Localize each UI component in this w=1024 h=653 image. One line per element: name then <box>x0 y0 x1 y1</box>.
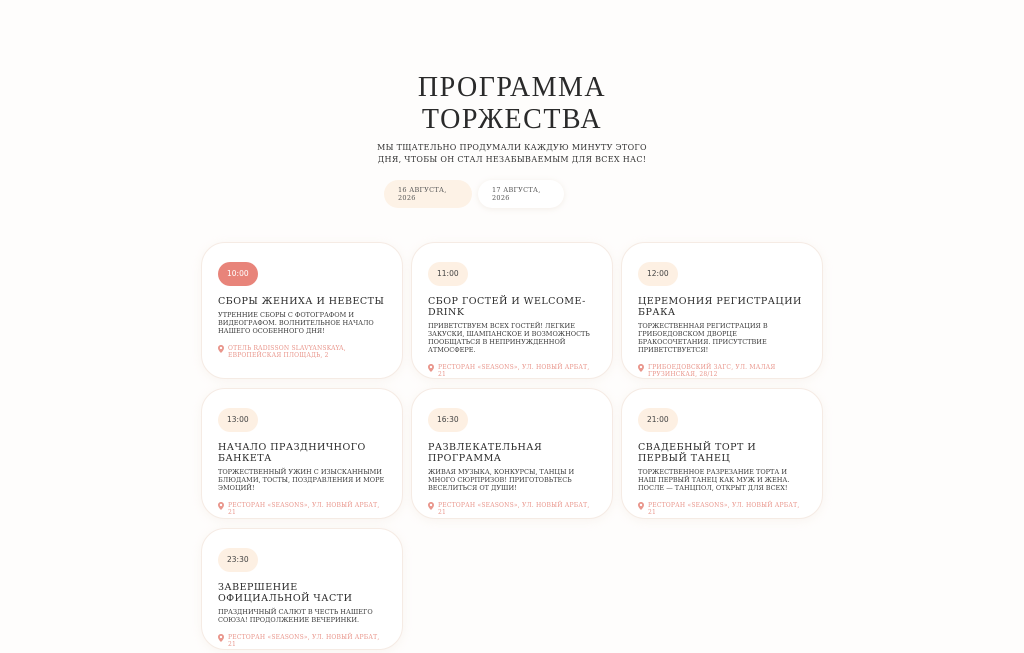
date-tabs <box>384 180 564 208</box>
event-card <box>201 528 403 650</box>
event-location-text: РЕСТОРАН «SEASONS», УЛ. НОВЫЙ АРБАТ, 21 <box>438 501 590 516</box>
event-description: ТОРЖЕСТВЕННЫЙ УЖИН С ИЗЫСКАННЫМИ БЛЮДАМИ, ТОСТЫ, ПОЗДРАВЛЕНИЯ И МОРЕ ЭМОЦИЙ! <box>218 467 385 492</box>
event-time-badge: 23:30 <box>218 548 258 572</box>
event-card <box>411 242 613 379</box>
date-tab-16-august[interactable]: 16 АВГУСТА, 2026 <box>384 180 472 208</box>
event-description: ПРАЗДНИЧНЫЙ САЛЮТ В ЧЕСТЬ НАШЕГО СОЮЗА! ПРОДОЛЖЕНИЕ ВЕЧЕРИНКИ. <box>218 607 373 624</box>
page-title <box>0 72 1024 136</box>
event-location-text: РЕСТОРАН «SEASONS», УЛ. НОВЫЙ АРБАТ, 21 <box>648 501 800 516</box>
event-time-badge: 10:00 <box>218 262 258 286</box>
subtitle-line-1: МЫ ТЩАТЕЛЬНО ПРОДУМАЛИ КАЖДУЮ МИНУТУ ЭТОГО <box>377 143 647 152</box>
event-location-text: ОТЕЛЬ RADISSON SLAVYANSKAYA, ЕВРОПЕЙСКАЯ ПЛОЩАДЬ, 2 <box>228 344 346 359</box>
event-location <box>428 364 596 378</box>
event-title: ЗАВЕРШЕНИЕ ОФИЦИАЛЬНОЙ ЧАСТИ <box>218 581 353 604</box>
location-pin-icon <box>638 364 644 372</box>
date-tab-17-august[interactable]: 17 АВГУСТА, 2026 <box>478 180 564 208</box>
event-location <box>428 502 596 516</box>
event-location <box>218 634 386 648</box>
event-location <box>218 345 386 359</box>
event-title: СВАДЕБНЫЙ ТОРТ И ПЕРВЫЙ ТАНЕЦ <box>638 441 757 464</box>
event-title: СБОР ГОСТЕЙ И WELCOME-DRINK <box>428 295 586 318</box>
page-subtitle <box>372 142 652 166</box>
event-location-text: РЕСТОРАН «SEASONS», УЛ. НОВЫЙ АРБАТ, 21 <box>438 363 590 378</box>
event-title: СБОРЫ ЖЕНИХА И НЕВЕСТЫ <box>218 295 385 307</box>
event-location <box>638 502 806 516</box>
event-description: УТРЕННИЕ СБОРЫ С ФОТОГРАФОМ И ВИДЕОГРАФОМ. ВОЛНИТЕЛЬНОЕ НАЧАЛО НАШЕГО ОСОБЕННОГО ДНЯ! <box>218 310 374 335</box>
event-title: РАЗВЛЕКАТЕЛЬНАЯ ПРОГРАММА <box>428 441 543 464</box>
event-location-text: РЕСТОРАН «SEASONS», УЛ. НОВЫЙ АРБАТ, 21 <box>228 633 380 648</box>
event-location <box>218 502 386 516</box>
event-description: ПРИВЕТСТВУЕМ ВСЕХ ГОСТЕЙ! ЛЕГКИЕ ЗАКУСКИ, ШАМПАНСКОЕ И ВОЗМОЖНОСТЬ ПООБЩАТЬСЯ В НЕПРИНУЖДЕННОЙ АТМОСФЕРЕ. <box>428 321 590 354</box>
title-line-2: ТОРЖЕСТВА <box>421 104 603 135</box>
event-time-badge: 13:00 <box>218 408 258 432</box>
event-time-badge: 21:00 <box>638 408 678 432</box>
subtitle-line-2: ДНЯ, ЧТОБЫ ОН СТАЛ НЕЗАБЫВАЕМЫМ ДЛЯ ВСЕХ НАС! <box>377 155 647 164</box>
event-location-text: РЕСТОРАН «SEASONS», УЛ. НОВЫЙ АРБАТ, 21 <box>228 501 380 516</box>
location-pin-icon <box>218 345 224 353</box>
location-pin-icon <box>218 502 224 510</box>
event-description: ТОРЖЕСТВЕННАЯ РЕГИСТРАЦИЯ В ГРИБОЕДОВСКОМ ДВОРЦЕ БРАКОСОЧЕТАНИЯ. ПРИСУТСТВИЕ ПРИВЕТСТВУЕТСЯ! <box>638 321 768 354</box>
event-time-badge: 16:30 <box>428 408 468 432</box>
location-pin-icon <box>428 502 434 510</box>
event-card <box>201 388 403 519</box>
event-description: ЖИВАЯ МУЗЫКА, КОНКУРСЫ, ТАНЦЫ И МНОГО СЮРПРИЗОВ! ПРИГОТОВЬТЕСЬ ВЕСЕЛИТЬСЯ ОТ ДУШИ! <box>428 467 575 492</box>
event-description: ТОРЖЕСТВЕННОЕ РАЗРЕЗАНИЕ ТОРТА И НАШ ПЕРВЫЙ ТАНЕЦ КАК МУЖ И ЖЕНА. ПОСЛЕ — ТАНЦПОЛ, ОТКРЫТ ДЛЯ ВСЕХ! <box>638 467 790 492</box>
event-card <box>621 388 823 519</box>
event-location-text: ГРИБОЕДОВСКИЙ ЗАГС, УЛ. МАЛАЯ ГРУЗИНСКАЯ, 28/12 <box>648 363 776 378</box>
event-location <box>638 364 806 378</box>
event-title: ЦЕРЕМОНИЯ РЕГИСТРАЦИИ БРАКА <box>638 295 802 318</box>
location-pin-icon <box>218 634 224 642</box>
event-time-badge: 12:00 <box>638 262 678 286</box>
event-card <box>411 388 613 519</box>
event-title: НАЧАЛО ПРАЗДНИЧНОГО БАНКЕТА <box>218 441 366 464</box>
event-card <box>201 242 403 379</box>
event-card <box>621 242 823 379</box>
location-pin-icon <box>428 364 434 372</box>
location-pin-icon <box>638 502 644 510</box>
event-time-badge: 11:00 <box>428 262 468 286</box>
title-line-1: ПРОГРАММА <box>417 72 607 103</box>
